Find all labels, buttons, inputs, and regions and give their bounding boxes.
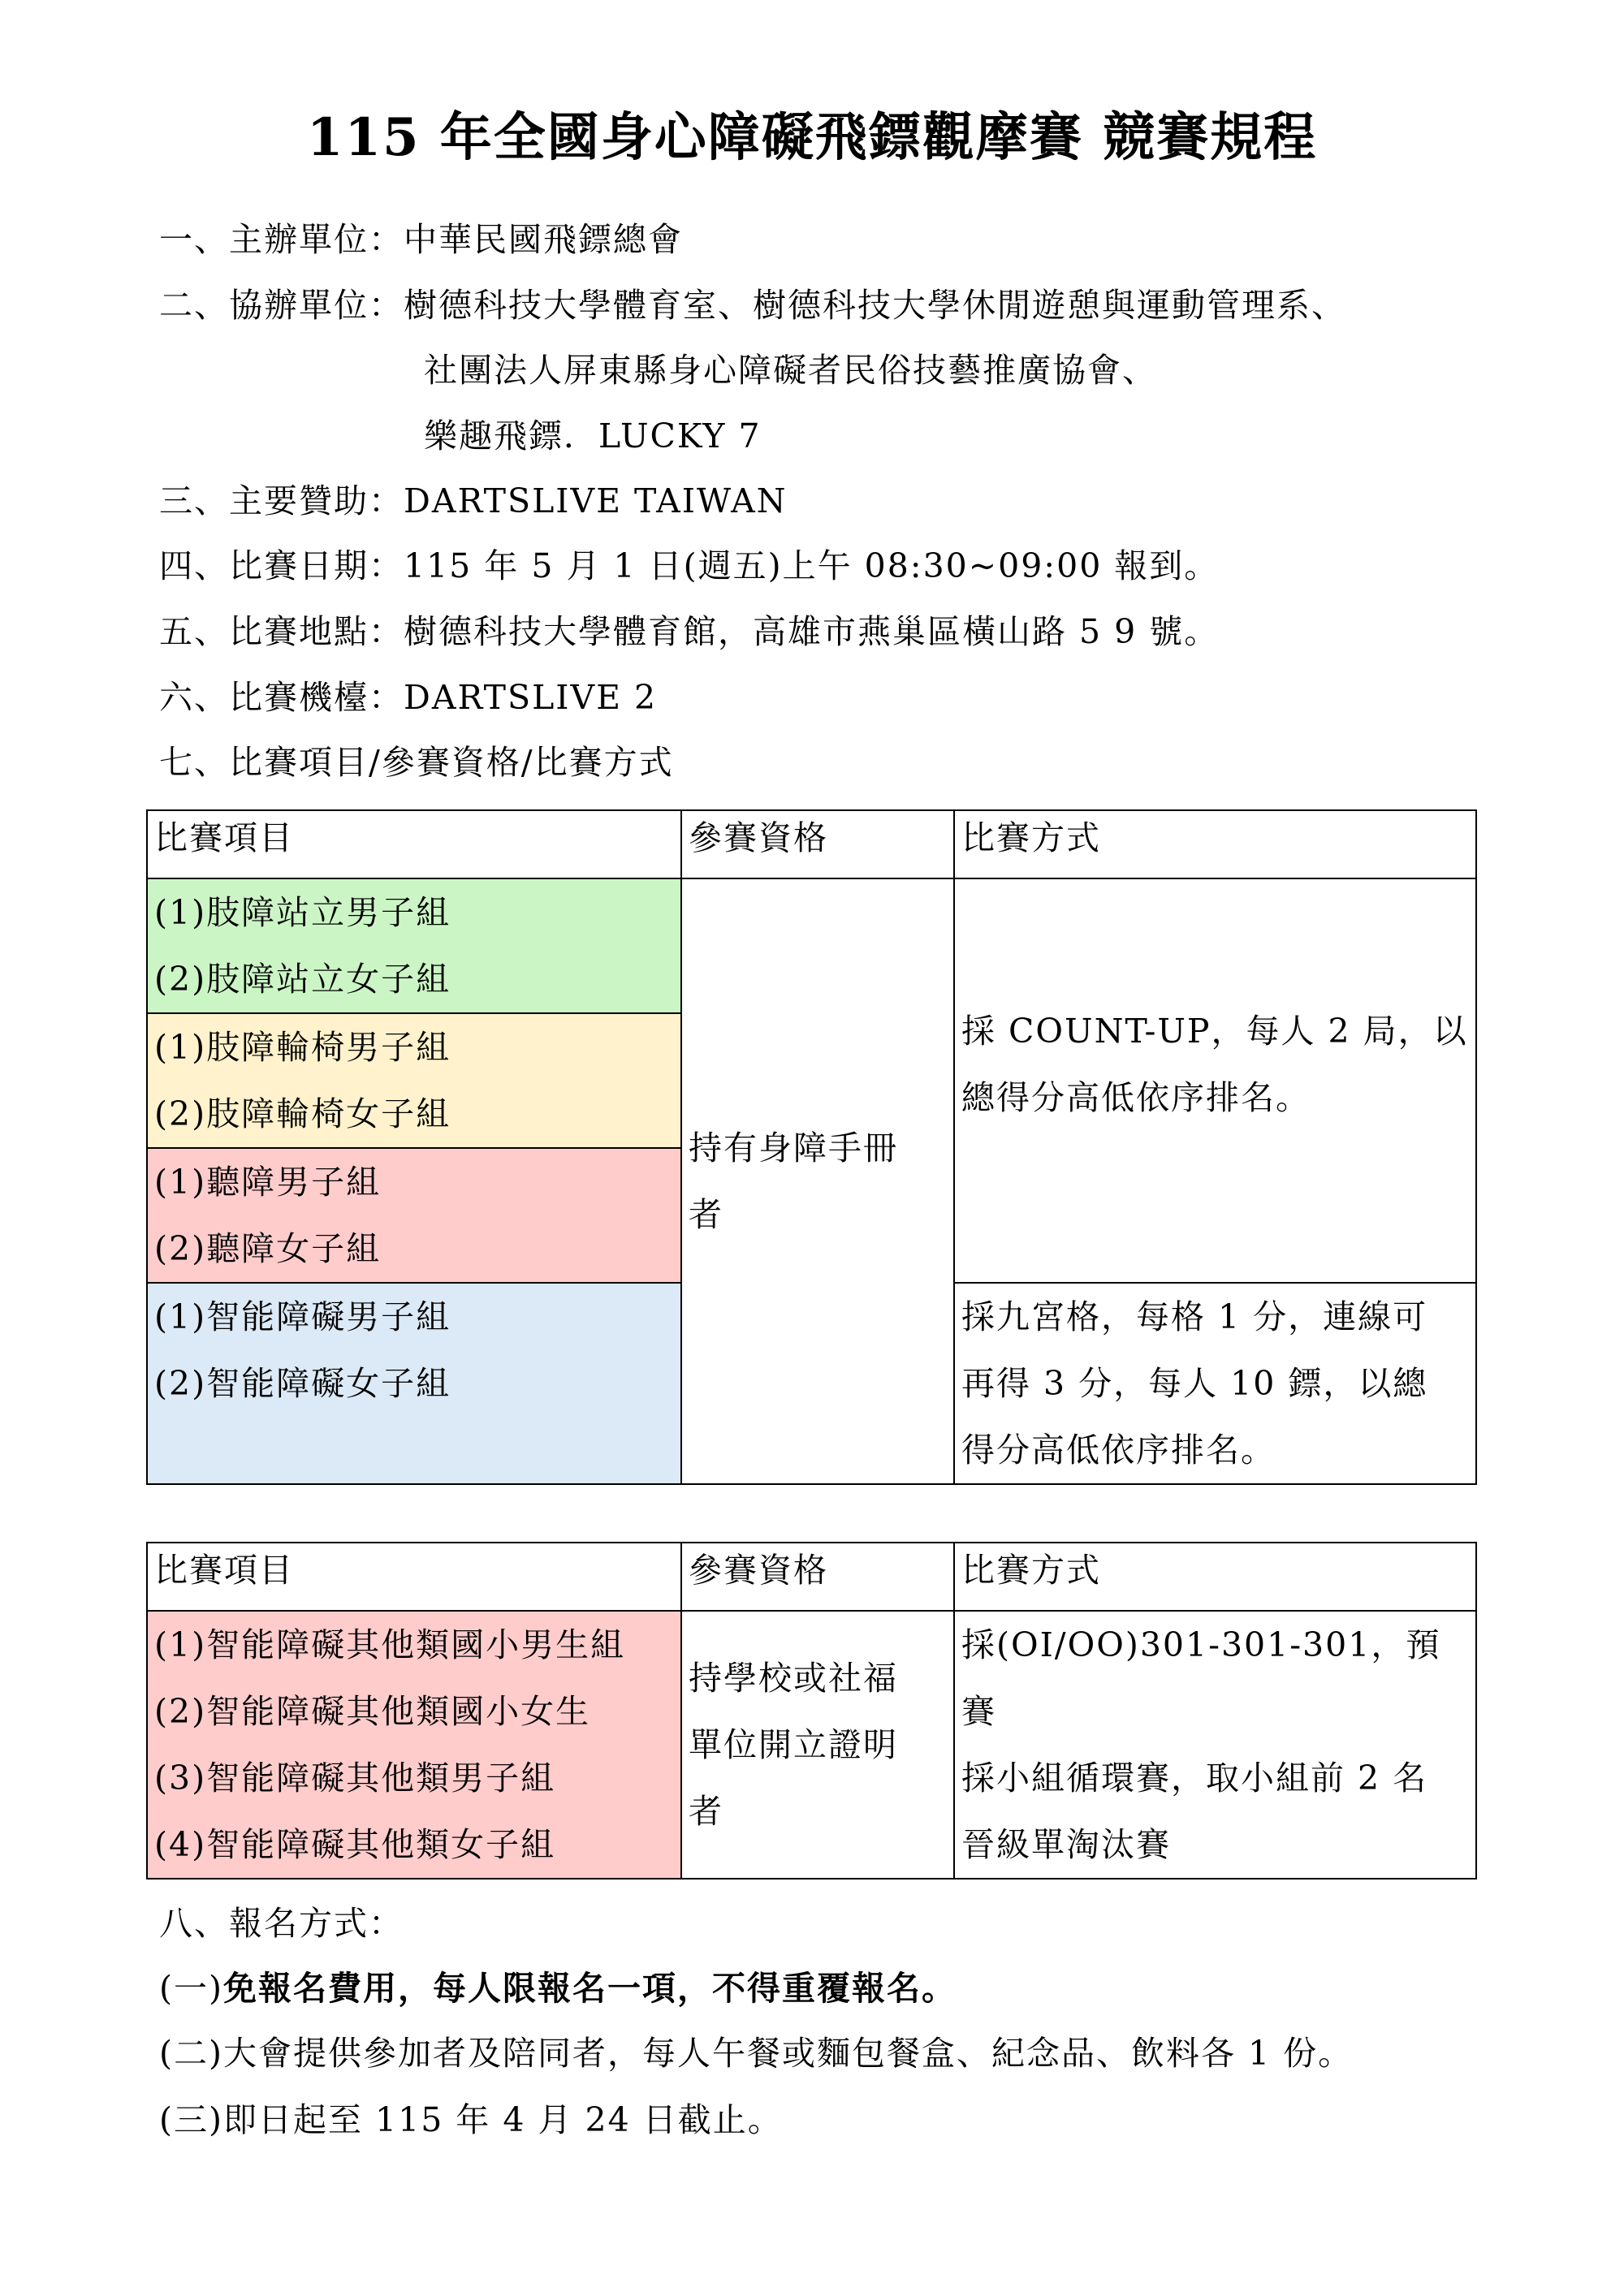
header-event: 比賽項目 xyxy=(147,1543,681,1611)
method-text: 得分高低依序排名。 xyxy=(961,1431,1276,1470)
registration-item-1 xyxy=(159,1962,957,2009)
sponsor-line: 三、主要贊助：DARTSLIVE TAIWAN xyxy=(159,481,788,520)
method-text: 總得分高低依序排名。 xyxy=(961,1078,1311,1117)
table-header-row xyxy=(147,810,1476,878)
method-text: 採小組循環賽，取小組前 2 名 xyxy=(961,1759,1428,1798)
event-group-standing xyxy=(147,878,681,1013)
eligibility-text: 者 xyxy=(689,1195,723,1234)
page-title: 115 年全國身心障礙飛鏢觀摩賽 競賽規程 xyxy=(306,107,1318,168)
header-eligibility: 參賽資格 xyxy=(681,1543,954,1611)
table-row xyxy=(147,878,1476,1013)
registration-heading: 八、報名方式： xyxy=(159,1904,404,1943)
events-heading: 七、比賽項目/參賽資格/比賽方式 xyxy=(159,743,674,782)
registration-item-1-text: 免報名費用，每人限報名一項，不得重覆報名。 xyxy=(223,1969,957,2008)
registration-item-3: (三)即日起至 115 年 4 月 24 日截止。 xyxy=(159,2100,783,2139)
method-text: 晉級單淘汰賽 xyxy=(961,1825,1171,1864)
event-item: (1)肢障站立男子組 xyxy=(154,893,451,932)
event-item: (3)智能障礙其他類男子組 xyxy=(154,1759,556,1798)
table-row xyxy=(147,1611,1476,1879)
method-cell-301 xyxy=(954,1611,1476,1879)
eligibility-cell xyxy=(681,878,954,1484)
table-header-row xyxy=(147,1543,1476,1611)
event-item: (1)肢障輪椅男子組 xyxy=(154,1028,451,1067)
organizer-line: 一、主辦單位：中華民國飛鏢總會 xyxy=(159,220,683,259)
co-organizer-line-3: 樂趣飛鏢．LUCKY 7 xyxy=(424,416,762,455)
event-item: (4)智能障礙其他類女子組 xyxy=(154,1825,556,1864)
event-group-wheelchair xyxy=(147,1013,681,1148)
method-text: 採(OI/OO)301-301-301，預賽 xyxy=(961,1625,1441,1731)
machine-line: 六、比賽機檯：DARTSLIVE 2 xyxy=(159,678,658,717)
venue-line: 五、比賽地點：樹德科技大學體育館，高雄市燕巢區橫山路 5 9 號。 xyxy=(159,612,1220,651)
events-table-1 xyxy=(146,809,1477,1485)
registration-item-2: (二)大會提供參加者及陪同者，每人午餐或麵包餐盒、紀念品、飲料各 1 份。 xyxy=(159,2034,1354,2073)
method-cell-ninegrid xyxy=(954,1283,1476,1484)
method-cell-countup xyxy=(954,878,1476,1283)
event-group-other-intellectual xyxy=(147,1611,681,1879)
event-item: (2)智能障礙其他類國小女生 xyxy=(154,1692,591,1731)
header-method: 比賽方式 xyxy=(954,1543,1476,1611)
eligibility-text: 持學校或社福 xyxy=(689,1659,898,1698)
event-item: (1)智能障礙其他類國小男生組 xyxy=(154,1625,626,1664)
header-event: 比賽項目 xyxy=(147,810,681,878)
event-group-hearing xyxy=(147,1148,681,1283)
method-text: 再得 3 分，每人 10 鏢，以總 xyxy=(961,1364,1428,1403)
event-item: (2)肢障站立女子組 xyxy=(154,960,451,999)
registration-item-1-prefix: (一) xyxy=(159,1969,223,2008)
event-item: (2)智能障礙女子組 xyxy=(154,1364,451,1403)
co-organizer-line-1: 二、協辦單位：樹德科技大學體育室、樹德科技大學休閒遊憩與運動管理系、 xyxy=(159,286,1346,325)
eligibility-text: 者 xyxy=(689,1792,723,1831)
header-method: 比賽方式 xyxy=(954,810,1476,878)
eligibility-text: 持有身障手冊 xyxy=(689,1129,898,1167)
event-item: (2)肢障輪椅女子組 xyxy=(154,1094,451,1133)
events-table-2 xyxy=(146,1542,1477,1880)
eligibility-cell xyxy=(681,1611,954,1879)
header-eligibility: 參賽資格 xyxy=(681,810,954,878)
date-line: 四、比賽日期：115 年 5 月 1 日(週五)上午 08:30~09:00 報到。 xyxy=(159,546,1220,585)
event-item: (2)聽障女子組 xyxy=(154,1229,382,1268)
event-item: (1)智能障礙男子組 xyxy=(154,1297,451,1336)
event-group-intellectual xyxy=(147,1283,681,1484)
eligibility-text: 單位開立證明 xyxy=(689,1725,898,1764)
method-text: 採 COUNT-UP，每人 2 局，以 xyxy=(961,1012,1468,1051)
event-item: (1)聽障男子組 xyxy=(154,1163,382,1202)
co-organizer-line-2: 社團法人屏東縣身心障礙者民俗技藝推廣協會、 xyxy=(424,351,1157,390)
method-text: 採九宮格，每格 1 分，連線可 xyxy=(961,1297,1428,1336)
